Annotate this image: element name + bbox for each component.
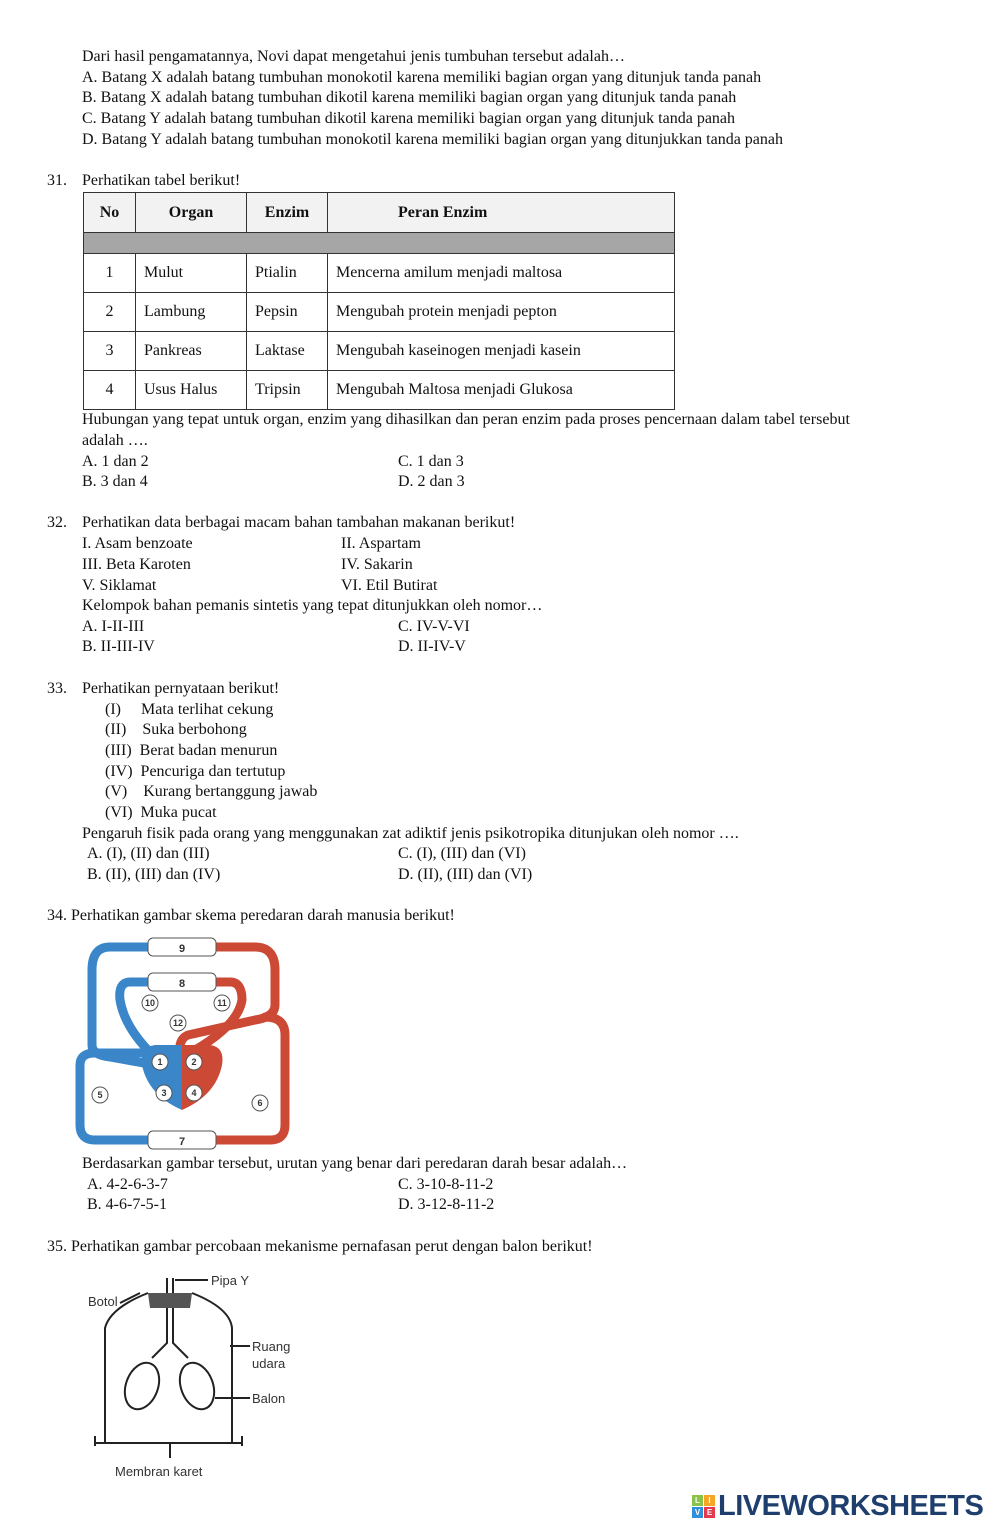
q33-item: (I) Mata terlihat cekung — [105, 701, 274, 718]
label-botol: Botol — [88, 1294, 118, 1309]
q32-option-c: C. IV-V-VI — [398, 618, 470, 635]
logo-icon: L I V E — [692, 1495, 715, 1518]
header-enzim: Enzim — [247, 193, 328, 233]
q31-option-b: B. 3 dan 4 — [82, 473, 148, 490]
q30-option-a: A. Batang X adalah batang tumbuhan monokotil karena memiliki bagian organ yang ditunjuk tanda panah — [82, 69, 762, 86]
table-row: 4 Usus Halus Tripsin Mengubah Maltosa menjadi Glukosa — [84, 371, 675, 410]
table-band — [84, 233, 675, 254]
label-3: 3 — [161, 1088, 167, 1098]
label-7: 7 — [178, 1136, 186, 1148]
q32-item: II. Aspartam — [341, 535, 421, 552]
q34-question: Berdasarkan gambar tersebut, urutan yang benar dari peredaran darah besar adalah… — [82, 1155, 628, 1172]
q34-option-b: B. 4-6-7-5-1 — [87, 1196, 167, 1213]
label-10: 10 — [144, 998, 156, 1008]
table-row: 1 Mulut Ptialin Mencerna amilum menjadi maltosa — [84, 254, 675, 293]
q31-option-d: D. 2 dan 3 — [398, 473, 465, 490]
label-12: 12 — [172, 1018, 184, 1028]
q33-item: (IV) Pencuriga dan tertutup — [105, 763, 286, 780]
balloon-experiment-diagram — [80, 1268, 320, 1483]
q31-number: 31. — [47, 172, 67, 189]
q33-option-c: C. (I), (III) dan (VI) — [398, 845, 526, 862]
q34-option-a: A. 4-2-6-3-7 — [87, 1176, 168, 1193]
label-6: 6 — [257, 1098, 263, 1108]
q30-option-c: C. Batang Y adalah batang tumbuhan dikotil karena memiliki bagian organ yang ditunjuk tanda panah — [82, 110, 736, 127]
label-membran: Membran karet — [115, 1464, 203, 1479]
label-9: 9 — [178, 943, 186, 955]
label-5: 5 — [97, 1090, 103, 1100]
q32-option-d: D. II-IV-V — [398, 638, 466, 655]
header-peran: Peran Enzim — [328, 193, 675, 233]
q33-stem: Perhatikan pernyataan berikut! — [82, 680, 280, 697]
q33-question: Pengaruh fisik pada orang yang menggunakan zat adiktif jenis psikotropika ditunjukan oleh nomor …. — [82, 825, 739, 842]
label-1: 1 — [157, 1057, 163, 1067]
q30-stem: Dari hasil pengamatannya, Novi dapat mengetahui jenis tumbuhan tersebut adalah… — [82, 48, 625, 65]
circulation-diagram — [70, 935, 295, 1155]
q35-stem: 35. Perhatikan gambar percobaan mekanisme pernafasan perut dengan balon berikut! — [47, 1238, 593, 1255]
q32-item: I. Asam benzoate — [82, 535, 193, 552]
q32-option-b: B. II-III-IV — [82, 638, 155, 655]
label-pipa-y: Pipa Y — [211, 1273, 250, 1288]
q32-item: V. Siklamat — [82, 577, 157, 594]
q33-item: (III) Berat badan menurun — [105, 742, 278, 759]
enzyme-table — [83, 192, 675, 410]
q33-number: 33. — [47, 680, 67, 697]
q32-item: III. Beta Karoten — [82, 556, 191, 573]
q33-option-a: A. (I), (II) dan (III) — [87, 845, 210, 862]
logo-text: LIVEWORKSHEETS — [718, 1490, 984, 1522]
label-udara: udara — [252, 1356, 286, 1371]
q32-number: 32. — [47, 514, 67, 531]
q31-question-cont: adalah …. — [82, 432, 148, 449]
q33-option-d: D. (II), (III) dan (VI) — [398, 866, 533, 883]
q32-question: Kelompok bahan pemanis sintetis yang tepat ditunjukkan oleh nomor… — [82, 597, 543, 614]
q32-item: IV. Sakarin — [341, 556, 413, 573]
label-2: 2 — [191, 1057, 197, 1067]
q31-stem: Perhatikan tabel berikut! — [82, 172, 241, 189]
q31-option-c: C. 1 dan 3 — [398, 453, 464, 470]
table-row: 3 Pankreas Laktase Mengubah kaseinogen menjadi kasein — [84, 332, 675, 371]
liveworksheets-logo — [692, 1490, 983, 1523]
q33-item: (II) Suka berbohong — [105, 721, 247, 738]
q30-option-d: D. Batang Y adalah batang tumbuhan monokotil karena memiliki bagian organ yang ditunjukkan tanda panah — [82, 131, 783, 148]
q33-item: (VI) Muka pucat — [105, 804, 217, 821]
q32-stem: Perhatikan data berbagai macam bahan tambahan makanan berikut! — [82, 514, 516, 531]
q34-option-d: D. 3-12-8-11-2 — [398, 1196, 495, 1213]
label-4: 4 — [191, 1088, 197, 1098]
q32-item: VI. Etil Butirat — [341, 577, 438, 594]
header-organ: Organ — [136, 193, 247, 233]
q34-stem: 34. Perhatikan gambar skema peredaran darah manusia berikut! — [47, 907, 455, 924]
label-ruang: Ruang — [252, 1339, 291, 1354]
q32-option-a: A. I-II-III — [82, 618, 145, 635]
q33-item: (V) Kurang bertanggung jawab — [105, 783, 318, 800]
q31-option-a: A. 1 dan 2 — [82, 453, 149, 470]
q34-option-c: C. 3-10-8-11-2 — [398, 1176, 494, 1193]
label-balon: Balon — [252, 1391, 286, 1406]
q30-option-b: B. Batang X adalah batang tumbuhan dikotil karena memiliki bagian organ yang ditunjuk tanda panah — [82, 89, 737, 106]
label-11: 11 — [217, 998, 227, 1008]
table-row: 2 Lambung Pepsin Mengubah protein menjadi pepton — [84, 293, 675, 332]
q33-option-b: B. (II), (III) dan (IV) — [87, 866, 221, 883]
header-no: No — [84, 193, 136, 233]
q31-question: Hubungan yang tepat untuk organ, enzim yang dihasilkan dan peran enzim pada proses pencernaan dalam tabel tersebut — [82, 411, 850, 428]
label-8: 8 — [178, 978, 186, 990]
